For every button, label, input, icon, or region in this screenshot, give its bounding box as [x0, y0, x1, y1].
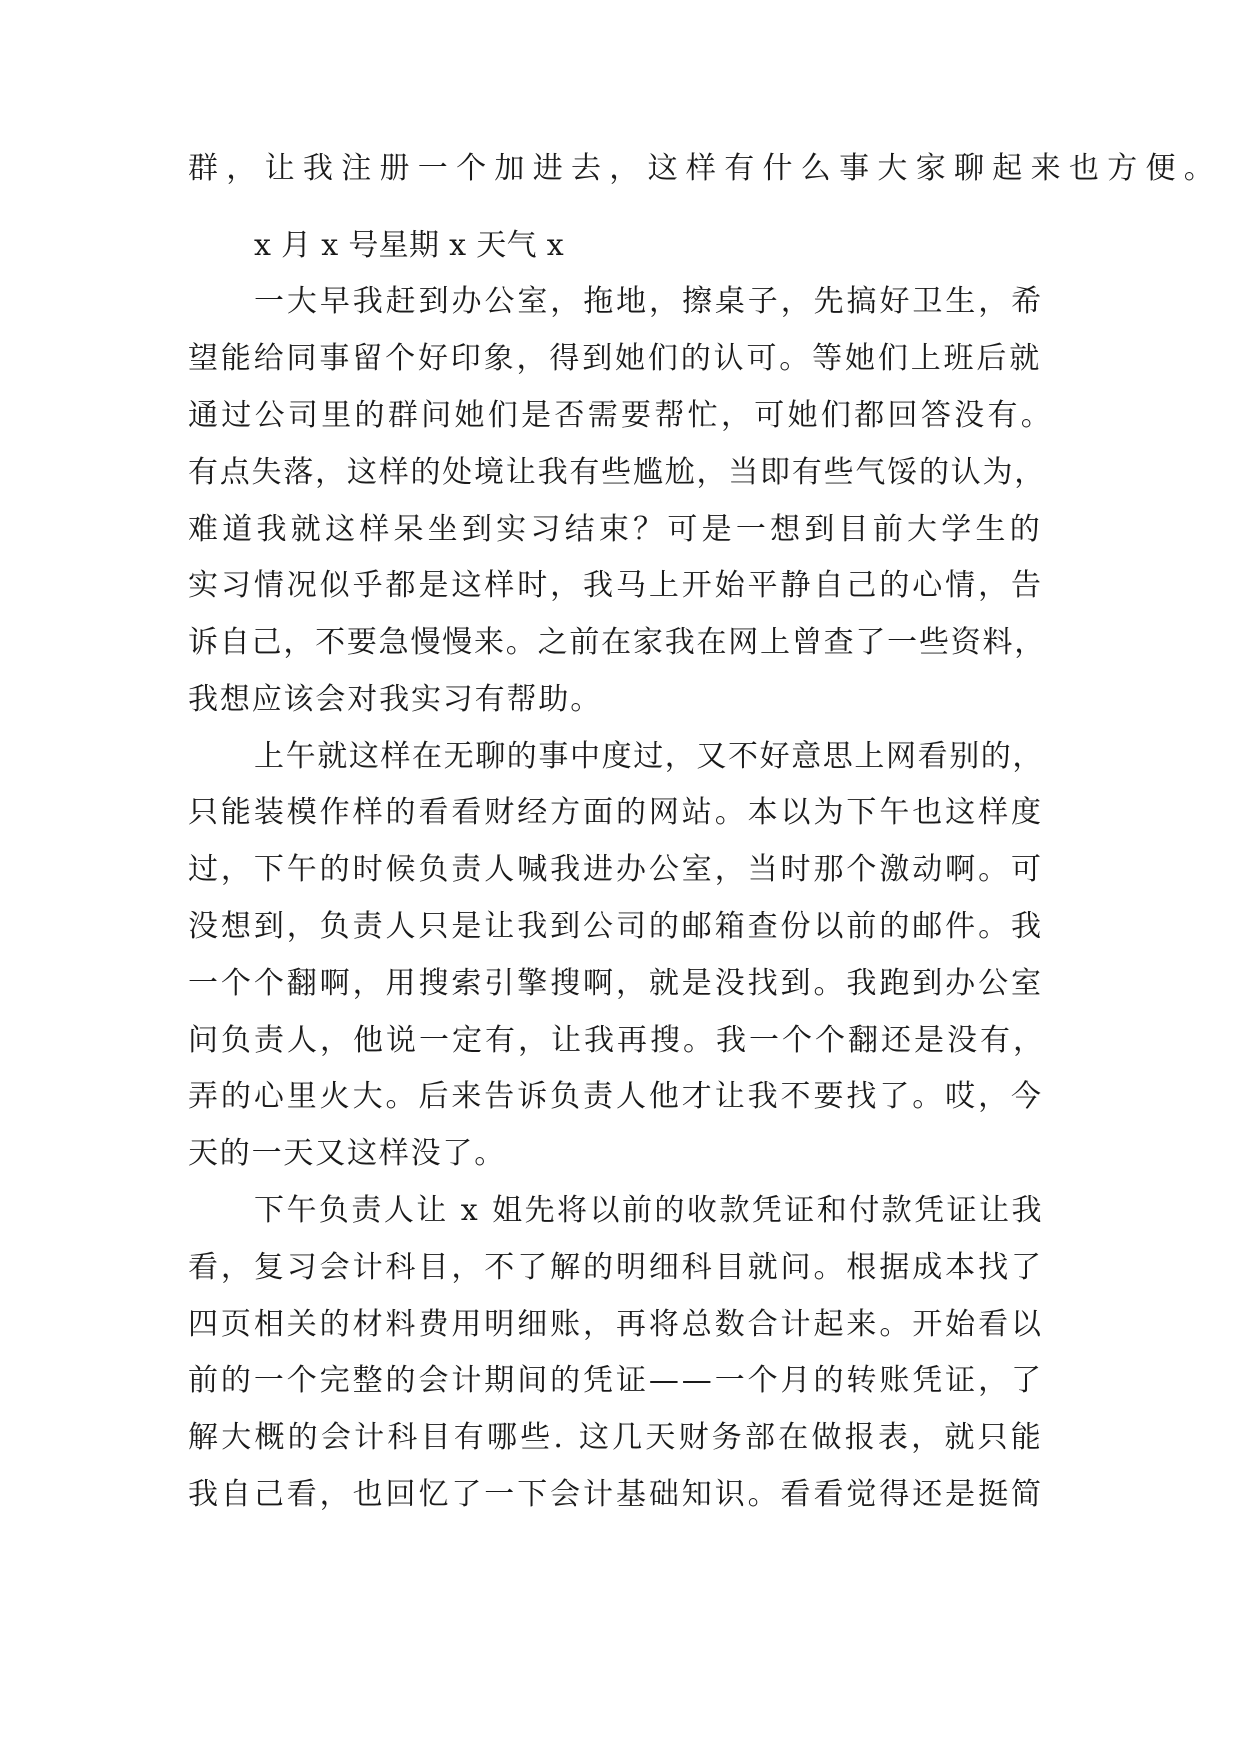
- text-line: 天的一天又这样没了。: [188, 1136, 506, 1171]
- text-line: 弄的心里火大。后来告诉负责人他才让我不要找了。哎，今: [188, 1079, 1044, 1114]
- text-line: 望能给同事留个好印象，得到她们的认可。等她们上班后就: [188, 341, 1043, 376]
- text-line: 我自己看，也回忆了一下会计基础知识。看看觉得还是挺简: [188, 1477, 1044, 1512]
- text-line: 四页相关的材料费用明细账，再将总数合计起来。开始看以: [188, 1307, 1044, 1342]
- text-line: 实习情况似乎都是这样时，我马上开始平静自己的心情，告: [188, 568, 1044, 603]
- text-line: 群，让我注册一个加进去，这样有什么事大家聊起来也方便。: [188, 151, 1223, 186]
- text-line: 下午负责人让 x 姐先将以前的收款凭证和付款凭证让我: [254, 1193, 1044, 1228]
- text-line: 解大概的会计科目有哪些. 这几天财务部在做报表，就只能: [188, 1420, 1045, 1455]
- text-line: 一个个翻啊，用搜索引擎搜啊，就是没找到。我跑到办公室: [188, 966, 1044, 1001]
- text-line: 过，下午的时候负责人喊我进办公室，当时那个激动啊。可: [188, 852, 1044, 887]
- text-line: 上午就这样在无聊的事中度过，又不好意思上网看别的，: [254, 739, 1044, 774]
- text-line: 我想应该会对我实习有帮助。: [188, 682, 603, 717]
- text-line: 难道我就这样呆坐到实习结束？可是一想到目前大学生的: [188, 512, 1044, 547]
- text-line: 前的一个完整的会计期间的凭证——一个月的转账凭证，了: [188, 1363, 1044, 1398]
- date-line: x 月 x 号星期 x 天气 x: [254, 228, 565, 263]
- text-line: 一大早我赶到办公室，拖地，擦桌子，先搞好卫生，希: [254, 284, 1045, 319]
- text-line: 没想到，负责人只是让我到公司的邮箱查份以前的邮件。我: [188, 909, 1044, 944]
- text-line: 只能装模作样的看看财经方面的网站。本以为下午也这样度: [188, 795, 1044, 830]
- text-line: 有点失落，这样的处境让我有些尴尬，当即有些气馁的认为，: [188, 455, 1047, 490]
- text-line: 看，复习会计科目，不了解的明细科目就问。根据成本找了: [188, 1250, 1044, 1285]
- text-line: 通过公司里的群问她们是否需要帮忙，可她们都回答没有。: [188, 398, 1055, 433]
- text-line: 问负责人，他说一定有，让我再搜。我一个个翻还是没有，: [188, 1023, 1046, 1058]
- text-line: 诉自己，不要急慢慢来。之前在家我在网上曾查了一些资料，: [188, 625, 1047, 660]
